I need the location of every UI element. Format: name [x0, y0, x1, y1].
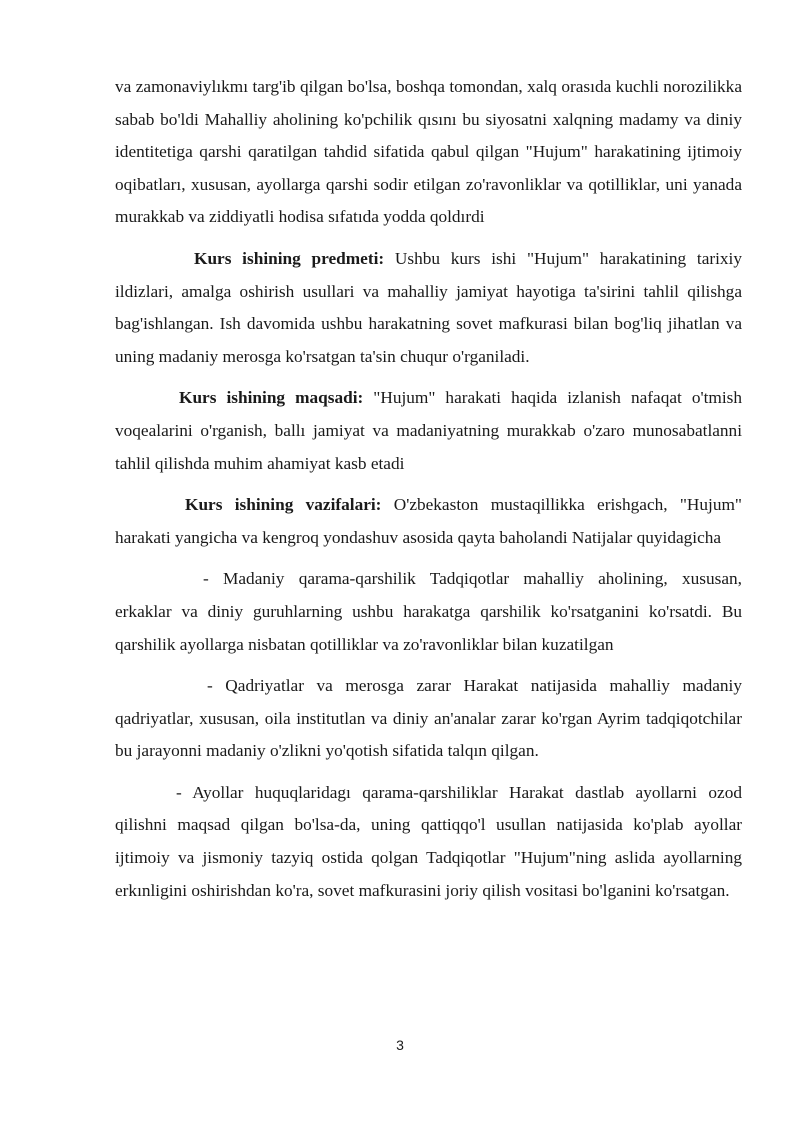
- section-heading-tasks: Kurs ishining vazifalari:: [185, 495, 382, 515]
- document-body: [115, 71, 742, 907]
- paragraph-course-subject: [115, 243, 742, 373]
- list-item-womens-rights: [115, 777, 742, 907]
- paragraph-text: "Hujum" harakati haqida izlanish nafaqat o'tmish voqealarini o'rganish, ballı jamiyat va madaniyatning murakkab o'zaro munosabatlanni tahlil qilishda muhim ahamiyat kasb etadi: [115, 388, 742, 473]
- paragraph-text: va zamonaviylıkmı targ'ib qilgan bo'lsa, boshqa tomondan, xalq orasıda kuchli norozilikka sabab bo'ldi Mahalliy aholining ko'pchilik qısını bu siyosatni xalqning madamy va diniy identitetiga qarshi qaratilgan tahdid sifatida qabul qilgan "Hujum" harakatining ijtimoiy oqibatları, xususan, ayollarga qarshi sodir etilgan zo'ravonliklar va qotilliklar, uni yanada murakkab va ziddiyatli hodisa sıfatıda yodda qoldırdi: [115, 77, 742, 227]
- section-heading-subject: Kurs ishining predmeti:: [194, 248, 385, 268]
- paragraph-intro: [115, 71, 742, 234]
- page-number: 3: [396, 1037, 404, 1053]
- list-item-text: - Madaniy qarama-qarshilik Tadqiqotlar mahalliy aholining, xususan, erkaklar va diniy guruhlarning ushbu harakatga qarshilik ko'rsatganini ko'rsatdi. Bu qarshilik ayollarga nisbatan qotilliklar va zo'ravonliklar bilan kuzatilgan: [115, 569, 742, 654]
- list-item-text: - Qadriyatlar va merosga zarar Harakat natijasida mahalliy madaniy qadriyatlar, xususan, oila institutlan va diniy an'analar zarar ko'rgan Ayrim tadqiqotchilar bu jarayonni madaniy o'zlikni yo'qotish sifatida talqın qilgan.: [115, 676, 742, 761]
- paragraph-course-tasks: [115, 489, 742, 554]
- paragraph-course-goal: [115, 382, 742, 480]
- list-item-values-heritage: [115, 670, 742, 768]
- list-item-cultural-conflict: [115, 563, 742, 661]
- list-item-text: - Ayollar huquqlaridagı qarama-qarshiliklar Harakat dastlab ayollarni ozod qilishni maqsad qilgan bo'lsa-da, uning qattiqqo'l usullan natijasida ko'plab ayollar ijtimoiy va jismoniy tazyiq ostida qolgan Tadqiqotlar "Hujum"ning aslida ayollarning erkınligini oshirishdan ko'ra, sovet mafkurasini joriy qilish vositasi bo'lganini ko'rsatgan.: [115, 782, 742, 900]
- paragraph-text: O'zbekaston mustaqillikka erishgach, "Hujum" harakati yangicha va kengroq yondashuv asosida qayta baholandi Natijalar quyidagicha: [115, 495, 742, 547]
- section-heading-goal: Kurs ishining maqsadi:: [179, 388, 364, 408]
- paragraph-text: Ushbu kurs ishi "Hujum" harakatining tarixiy ildizlari, amalga oshirish usullari va mahalliy jamiyat hayotiga ta'sirini tahlil qilishga bag'ishlangan. Ish davomida ushbu harakatning sovet mafkurasi bilan bog'liq jihatlan va uning madaniy merosga ko'rsatgan ta'sin chuqur o'rganiladi.: [115, 248, 743, 366]
